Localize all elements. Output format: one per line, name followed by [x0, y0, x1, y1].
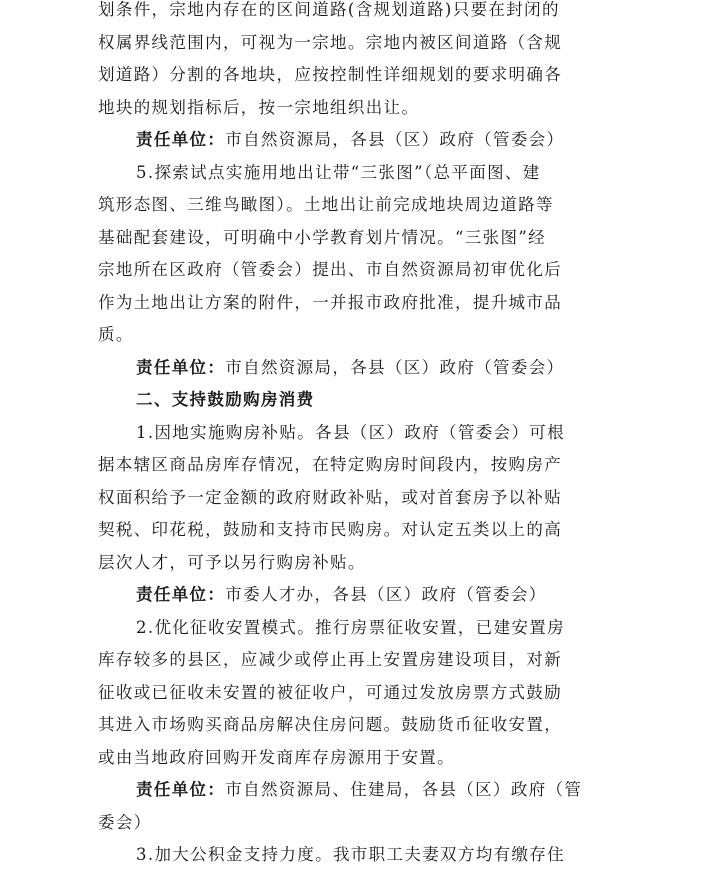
responsibility-line	[98, 774, 610, 807]
responsibility-label: 责任单位：	[136, 585, 226, 604]
paragraph-line: 权属界线范围内，可视为一宗地。宗地内被区间道路（含规	[98, 32, 563, 52]
item-5-line: 筑形态图、三维鸟瞰图）。土地出让前完成地块周边道路等	[98, 195, 554, 214]
paragraph-line: 划条件，宗地内存在的区间道路(含规划道路)只要在封闭的	[98, 0, 560, 19]
paragraph-line: 地块的规划指标后，按一宗地组织出让。	[98, 97, 420, 117]
responsibility-label: 责任单位：	[136, 357, 226, 377]
responsibility-line	[98, 352, 610, 385]
item-5-line: 5.探索试点实施用地出让带“三张图”（总平面图、建	[136, 162, 541, 182]
item-5-line: 质。	[98, 325, 134, 344]
item-2-line: 其进入市场购买商品房解决住房问题。鼓励货币征收安置，	[98, 715, 563, 734]
responsibility-value: 市委人才办，各县（区）政府（管委会）	[225, 585, 547, 604]
item-2-line: 2.优化征收安置模式。推行房票征收安置，已建安置房	[136, 617, 565, 637]
item-1-line: 1.因地实施购房补贴。各县（区）政府（管委会）可根	[136, 422, 565, 442]
item-2-line: 征收或已征收未安置的被征收户，可通过发放房票方式鼓励	[98, 682, 563, 702]
item-2-line: 或由当地政府回购开发商库存房源用于安置。	[98, 747, 455, 767]
item-1-line: 权面积给予一定金额的政府财政补贴，或对首套房予以补贴	[98, 487, 563, 507]
item-2-line: 库存较多的县区，应减少或停止再上安置房建设项目，对新	[98, 650, 563, 669]
section-heading: 二、支持鼓励购房消费	[136, 390, 315, 409]
item-5-line: 作为土地出让方案的附件，一并报市政府批准，提升城市品	[98, 292, 563, 312]
item-3-line: 3.加大公积金支持力度。我市职工夫妻双方均有缴存住	[136, 845, 565, 864]
responsibility-value: 市自然资源局、住建局，各县（区）政府（管	[225, 780, 583, 799]
responsibility-label: 责任单位：	[136, 130, 226, 149]
document-body	[98, 0, 610, 872]
item-1-line: 契税、印花税，鼓励和支持市民购房。对认定五类以上的高	[98, 520, 563, 539]
responsibility-line	[98, 579, 610, 612]
responsibility-value: 市自然资源局，各县（区）政府（管委会）	[225, 357, 565, 377]
responsibility-value: 市自然资源局，各县（区）政府（管委会）	[225, 130, 565, 149]
item-1-line: 据本辖区商品房库存情况，在特定购房时间段内，按购房产	[98, 455, 563, 474]
item-5-line: 宗地所在区政府（管委会）提出、市自然资源局初审优化后	[98, 260, 563, 279]
item-1-line: 层次人才，可予以另行购房补贴。	[98, 552, 366, 572]
item-5-line: 基础配套建设，可明确中小学教育划片情况。“三张图”经	[98, 227, 546, 247]
responsibility-line	[98, 124, 610, 157]
paragraph-line: 划道路）分割的各地块，应按控制性详细规划的要求明确各	[98, 65, 563, 84]
responsibility-line-continued: 委会）	[98, 812, 152, 832]
responsibility-label: 责任单位：	[136, 780, 226, 799]
